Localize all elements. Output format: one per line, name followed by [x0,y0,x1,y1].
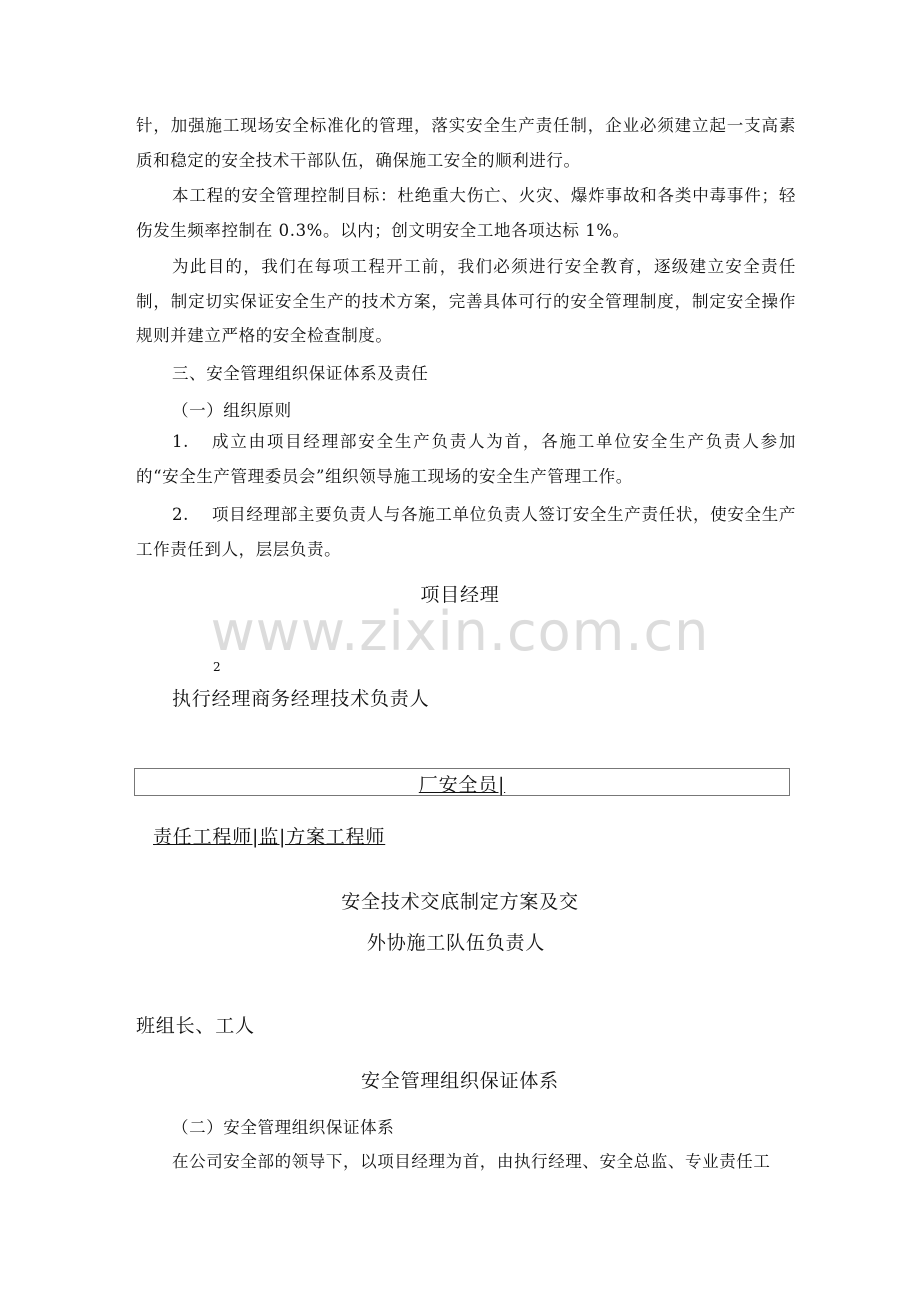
org-row-engineers: 责任工程师|监|方案工程师 [153,826,386,848]
sub-heading-organization-system: （二）安全管理组织保证体系 [172,1118,395,1137]
section-heading: 三、安全管理组织保证体系及责任 [172,364,429,383]
org-chart-caption: 安全管理组织保证体系 [360,1070,559,1092]
paragraph-last: 在公司安全部的领导下，以项目经理为首，由执行经理、安全总监、专业责任工 [172,1152,771,1171]
list-item-number: 1. [172,432,189,451]
list-item-text: 项目经理部主要负责人与各施工单位负责人签订安全生产责任状，使安全生产工作责任到人，层层负责。 [136,505,796,559]
org-node-project-manager: 项目经理 [420,584,500,606]
org-row-executives: 执行经理商务经理技术负责人 [172,688,430,710]
watermark: www.zixin.com.cn [210,600,710,663]
list-item-number: 2. [172,505,189,524]
org-box-safety-officer [134,768,790,796]
stray-mark: 2 [213,660,221,674]
paragraph-safety-education: 为此目的，我们在每项工程开工前，我们必须进行安全教育，逐级建立安全责任制，制定切实保证安全生产的技术方案，完善具体可行的安全管理制度，制定安全操作规则并建立严格的安全检查制度。 [136,257,796,345]
sub-heading-organization-principle: （一）组织原则 [172,401,292,420]
org-node-team-workers: 班组长、工人 [136,1015,255,1037]
safety-officer-label: 厂安全员| [418,774,506,796]
list-item-text: 成立由项目经理部安全生产负责人为首，各施工单位安全生产负责人参加的“安全生产管理委员会”组织领导施工现场的安全生产管理工作。 [136,432,796,486]
paragraph-1: 针，加强施工现场安全标准化的管理，落实安全生产责任制，企业必须建立起一支高素质和稳定的安全技术干部队伍，确保施工安全的顺利进行。 [136,116,796,170]
org-node-technical-briefing: 安全技术交底制定方案及交 [341,891,579,913]
org-node-outsourced-team: 外协施工队伍负责人 [366,932,546,954]
paragraph-safety-target: 本工程的安全管理控制目标：杜绝重大伤亡、火灾、爆炸事故和各类中毒事件；轻伤发生频率控制在 0.3%。以内；创文明安全工地各项达标 1%。 [136,186,796,240]
